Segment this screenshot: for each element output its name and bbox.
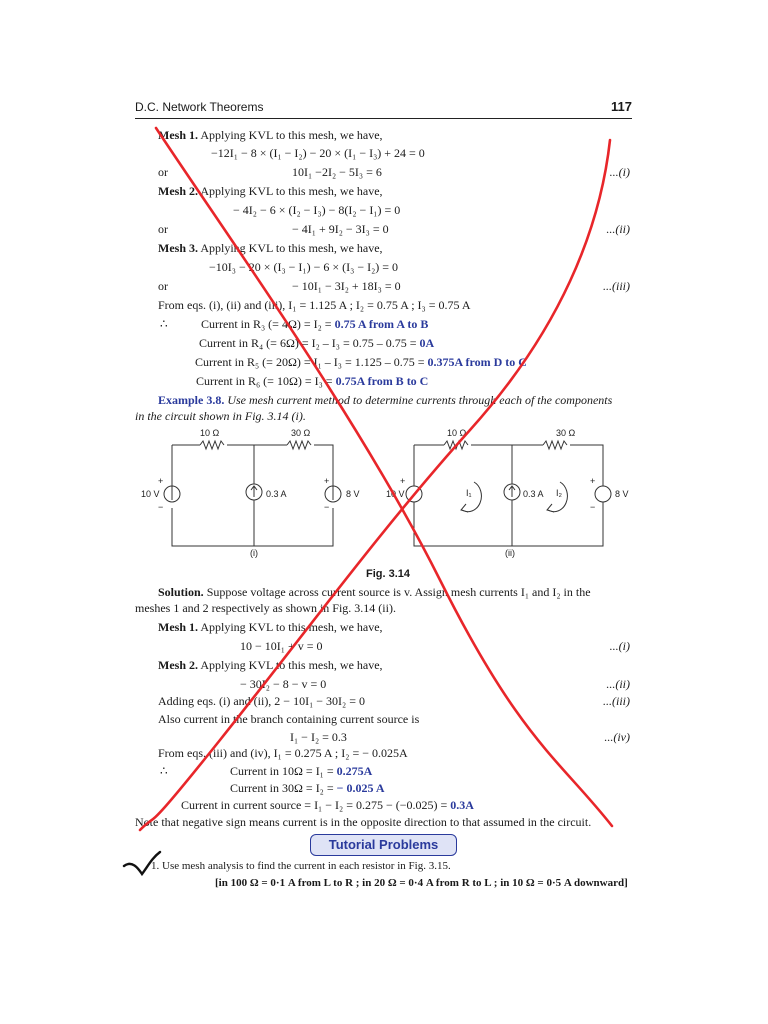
label-v1-left: 10 V	[141, 489, 160, 499]
example-line1	[158, 393, 612, 407]
current-expr: = I₂ – I₃ = 0.75 – 0.75 =	[301, 336, 417, 350]
mesh3-line	[158, 241, 383, 255]
caption-right: (ii)	[505, 548, 515, 558]
circuit-figure	[0, 422, 768, 562]
label-r2-right: 30 Ω	[556, 428, 576, 438]
therefore-symbol: ∴	[160, 764, 168, 778]
mesh2-intro: Applying KVL to this mesh, we have,	[200, 184, 383, 198]
label-r1-right: 10 Ω	[447, 428, 467, 438]
solution-text1: Suppose voltage across current source is v. Assign mesh currents I₁ and I₂ in the	[206, 585, 591, 599]
current-row	[201, 317, 428, 331]
label-r2-left: 30 Ω	[291, 428, 311, 438]
voltage-source-10v-right	[406, 486, 422, 502]
sol-current-row	[230, 781, 384, 795]
sol-current-label: Current in 10Ω	[230, 764, 303, 778]
sol-current-expr: = I₁ − I₂ = 0.275 − (−0.025) =	[304, 798, 448, 812]
mesh2-or: or	[158, 222, 168, 236]
resistor-30ohm-left	[287, 441, 311, 449]
current-label: Current in R₆ (= 10Ω)	[196, 374, 302, 388]
label-v1-right: 10 V	[386, 489, 405, 499]
sol-mesh2-eq: − 30I₂ − 8 − v = 0	[240, 677, 327, 691]
cs-equation: I₁ − I₂ = 0.3	[290, 730, 347, 744]
sol-current-value: 0.275A	[336, 764, 373, 778]
chapter-title: D.C. Network Theorems	[135, 100, 264, 114]
sol-mesh1-line	[158, 620, 383, 634]
mesh-arrow-1	[462, 482, 481, 512]
current-value: 0A	[419, 336, 435, 350]
plus-sign: +	[400, 476, 406, 486]
mesh2-title: Mesh 2.	[158, 184, 198, 198]
mesh3-intro: Applying KVL to this mesh, we have,	[200, 241, 383, 255]
label-v2-right: 8 V	[615, 489, 629, 499]
minus-sign: −	[324, 502, 330, 512]
label-cs-left: 0.3 A	[266, 489, 287, 499]
sol-mesh1-tag: ...(i)	[609, 639, 630, 653]
from-eqs: From eqs. (i), (ii) and (iii), I₁ = 1.125 A ; I₂ = 0.75 A ; I₃ = 0.75 A	[158, 298, 471, 312]
caption-left: (i)	[250, 548, 258, 558]
current-expr: = I₂ =	[303, 317, 332, 331]
current-value: 0.375A from D to C	[427, 355, 527, 369]
mesh2-eq1: − 4I₂ − 6 × (I₂ − I₃) − 8(I₂ − I₁) = 0	[233, 203, 401, 217]
problem-number: 1.	[151, 860, 160, 872]
adding-tag: ...(iii)	[603, 694, 630, 708]
voltage-source-8v-right	[595, 486, 611, 502]
label-v2-left: 8 V	[346, 489, 360, 499]
plus-sign: +	[590, 476, 596, 486]
figure-caption: Fig. 3.14	[366, 568, 411, 580]
label-mesh-i2: I₂	[556, 488, 562, 498]
sol-mesh2-intro: Applying KVL to this mesh, we have,	[200, 658, 383, 672]
resistor-10ohm-left	[200, 441, 224, 449]
example-text1: Use mesh current method to determine currents through each of the components	[227, 393, 613, 407]
plus-sign: +	[158, 476, 164, 486]
solution-label: Solution.	[158, 585, 204, 599]
sol-mesh2-tag: ...(ii)	[606, 677, 630, 691]
note-text: Note that negative sign means current is in the opposite direction to that assumed in the circuit.	[135, 815, 592, 829]
mesh1-eq1: −12I₁ − 8 × (I₁ − I₂) − 20 × (I₁ − I₃) + 24 = 0	[211, 146, 425, 160]
tutorial-problem-1	[151, 859, 451, 873]
current-label: Current in R₃ (= 4Ω)	[201, 317, 301, 331]
sol-mesh1-intro: Applying KVL to this mesh, we have,	[200, 620, 383, 634]
current-label: Current in R₅ (= 20Ω)	[195, 355, 301, 369]
sol-mesh2-title: Mesh 2.	[158, 658, 198, 672]
sol-current-expr: = I₁ =	[305, 764, 334, 778]
example-text2: in the circuit shown in Fig. 3.14 (i).	[135, 409, 306, 423]
mesh3-or: or	[158, 279, 168, 293]
sol-current-value: − 0.025 A	[336, 781, 385, 795]
current-value: 0.75A from B to C	[335, 374, 429, 388]
sol-current-row	[181, 798, 474, 812]
current-row	[195, 355, 527, 369]
mesh2-eq2: − 4I₁ + 9I₂ − 3I₃ = 0	[292, 222, 389, 236]
therefore-symbol: ∴	[160, 317, 168, 331]
current-label: Current in R₄ (= 6Ω)	[199, 336, 299, 350]
current-expr: = I₃ =	[304, 374, 333, 388]
resistor-30ohm-right	[543, 441, 567, 449]
sol-current-value: 0.3A	[450, 798, 474, 812]
mesh3-eq2: − 10I₁ − 3I₂ + 18I₃ = 0	[292, 279, 401, 293]
adding-eqs: Adding eqs. (i) and (ii), 2 − 10I₁ − 30I₂ = 0	[158, 694, 365, 708]
header-rule	[135, 118, 632, 119]
current-value: 0.75 A from A to B	[334, 317, 429, 331]
sol-current-label: Current in 30Ω	[230, 781, 303, 795]
mesh2-tag: ...(ii)	[606, 222, 630, 236]
sol-mesh1-title: Mesh 1.	[158, 620, 198, 634]
mesh1-intro: Applying KVL to this mesh, we have,	[200, 128, 383, 142]
cs-tag: ...(iv)	[604, 730, 630, 744]
mesh3-title: Mesh 3.	[158, 241, 198, 255]
sol-current-expr: = I₂ =	[305, 781, 334, 795]
mesh3-tag: ...(iii)	[603, 279, 630, 293]
mesh1-or: or	[158, 165, 168, 179]
sol-current-label: Current in current source	[181, 798, 302, 812]
tutorial-heading: Tutorial Problems	[310, 834, 457, 856]
minus-sign: −	[400, 502, 406, 512]
problem-text: Use mesh analysis to find the current in each resistor in Fig. 3.15.	[162, 860, 451, 872]
mesh1-line	[158, 128, 383, 142]
mesh2-line	[158, 184, 383, 198]
page-number: 117	[611, 99, 632, 114]
plus-sign: +	[324, 476, 330, 486]
mesh3-eq1: −10I₃ − 20 × (I₃ − I₁) − 6 × (I₃ − I₂) = 0	[209, 260, 399, 274]
mesh1-tag: ...(i)	[609, 165, 630, 179]
minus-sign: −	[590, 502, 596, 512]
sol-current-row	[230, 764, 372, 778]
label-r1-left: 10 Ω	[200, 428, 220, 438]
solution-line1	[158, 585, 591, 599]
mesh1-title: Mesh 1.	[158, 128, 198, 142]
sol-mesh1-eq: 10 − 10I₁ + v = 0	[240, 639, 323, 653]
current-row	[199, 336, 434, 350]
current-expr: = I₁ – I₃ = 1.125 – 0.75 =	[303, 355, 425, 369]
current-row	[196, 374, 428, 388]
mesh1-eq2: 10I₁ −2I₂ − 5I₃ = 6	[292, 165, 382, 179]
sol-mesh2-line	[158, 658, 383, 672]
problem-answer: [in 100 Ω = 0·1 A from L to R ; in 20 Ω = 0·4 A from R to L ; in 10 Ω = 0·5 A downward]	[215, 877, 628, 889]
resistor-10ohm-right	[444, 441, 468, 449]
label-mesh-i1: I₁	[466, 488, 472, 498]
label-cs-right: 0.3 A	[523, 489, 544, 499]
minus-sign: −	[158, 502, 164, 512]
also-current: Also current in the branch containing current source is	[158, 712, 420, 726]
sol-from-eqs: From eqs. (iii) and (iv), I₁ = 0.275 A ; I₂ = − 0.025A	[158, 746, 408, 760]
solution-text2: meshes 1 and 2 respectively as shown in Fig. 3.14 (ii).	[135, 601, 396, 615]
example-label: Example 3.8.	[158, 393, 225, 407]
